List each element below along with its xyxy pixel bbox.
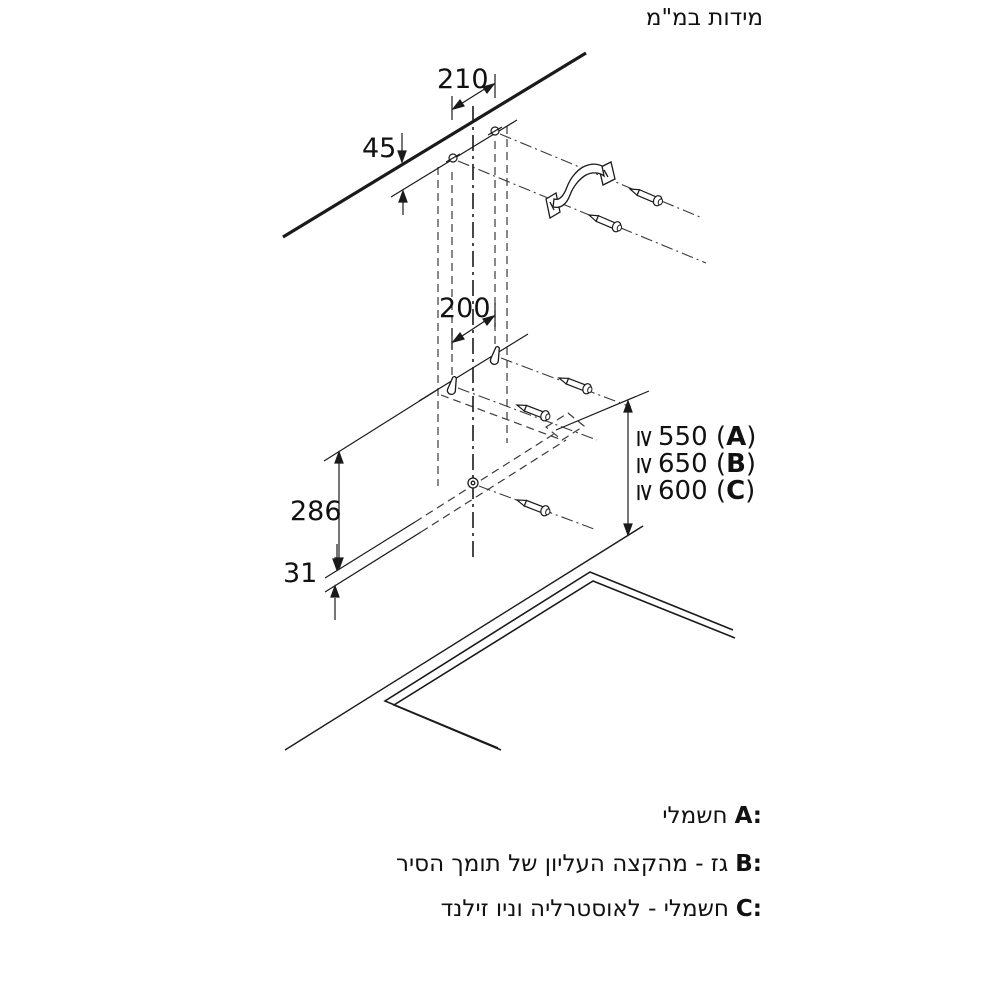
paren: ) xyxy=(745,449,757,479)
paren: ) xyxy=(745,476,756,506)
screw-icon xyxy=(515,495,551,517)
min-distance-key: B xyxy=(726,449,746,479)
dim-label-200: 200 xyxy=(439,293,491,324)
dim-label-286: 286 xyxy=(290,496,342,527)
screw-icon xyxy=(628,184,664,207)
dim-label-31: 31 xyxy=(283,558,318,589)
hood-edges xyxy=(324,390,649,592)
legend-key: A: xyxy=(734,803,762,829)
paren: ( xyxy=(715,449,727,479)
legend-text: חשמלי xyxy=(662,803,728,829)
legend-key: C: xyxy=(735,896,762,922)
min-distance-row-a xyxy=(631,422,757,452)
legend-key: B: xyxy=(735,851,762,877)
keyhole-slots xyxy=(447,346,502,395)
dim-label-45: 45 xyxy=(362,133,397,164)
hood-hidden-outline xyxy=(415,126,584,532)
cooktop-outline xyxy=(385,572,735,750)
paren: ( xyxy=(715,476,727,506)
wall-top-edge-line xyxy=(283,53,586,237)
min-distance-key: C xyxy=(726,476,746,506)
min-distance-row-b xyxy=(631,449,757,479)
legend-text: חשמלי - לאוסטרליה וניו זילנד xyxy=(440,896,729,922)
legend-text: גז - מהקצה העליון של תומך הסיר xyxy=(396,851,729,877)
min-distance-value: 650 xyxy=(658,449,708,479)
legend-row-c xyxy=(441,896,762,922)
min-distance-value: 550 xyxy=(658,422,708,452)
dim-label-210: 210 xyxy=(437,64,489,95)
greater-equal-icon: ≥ xyxy=(631,455,660,476)
center-mounting-hole xyxy=(468,478,478,488)
paren: ( xyxy=(715,422,727,452)
dimension-45 xyxy=(398,133,407,215)
min-distance-labels xyxy=(631,422,757,506)
min-distance-row-c xyxy=(631,476,756,506)
min-distance-value: 600 xyxy=(658,476,708,506)
paren: ) xyxy=(746,422,757,452)
min-distance-key: A xyxy=(726,422,747,452)
page-title: מידות במ"מ xyxy=(645,5,763,31)
screw-icon xyxy=(587,210,623,233)
greater-equal-icon: ≥ xyxy=(631,428,660,449)
mounting-bracket xyxy=(546,162,615,218)
screw-icon xyxy=(557,373,593,395)
legend-row-a xyxy=(662,803,762,829)
greater-equal-icon: ≥ xyxy=(631,482,660,503)
legend-row-b xyxy=(396,851,762,877)
